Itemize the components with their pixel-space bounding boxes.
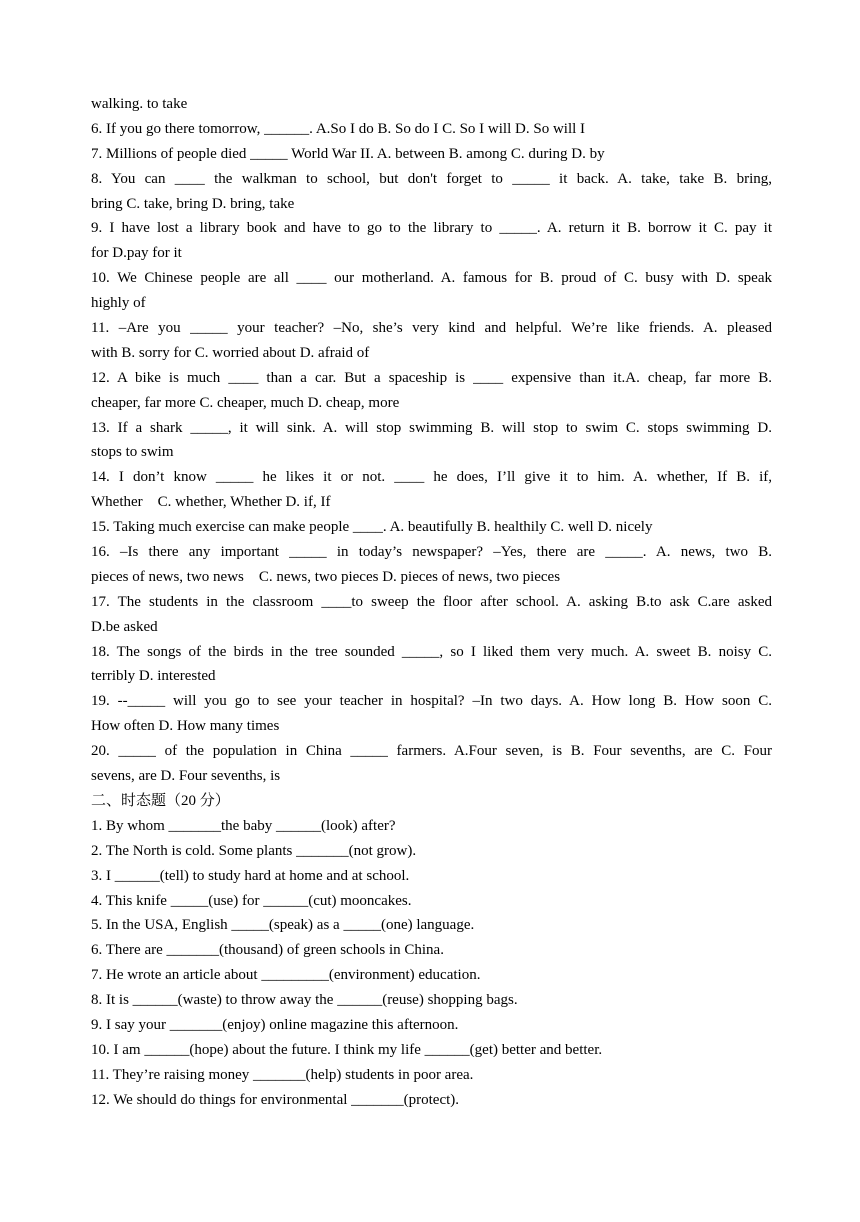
text-line: 11. They’re raising money _______(help) students in poor area. xyxy=(91,1066,474,1083)
text-line: cheaper, far more C. cheaper, much D. cheap, more xyxy=(91,394,400,411)
text-line: 12. A bike is much ____ than a car. But a spaceship is ____ expensive than it.A. cheap, far more B. xyxy=(91,369,772,386)
text-line: How often D. How many times xyxy=(91,718,280,735)
text-line: 6. There are _______(thousand) of green schools in China. xyxy=(91,942,444,959)
text-line: Whether C. whether, Whether D. if, If xyxy=(91,494,331,511)
text-line: with B. sorry for C. worried about D. afraid of xyxy=(91,344,370,361)
text-line: 8. You can ____ the walkman to school, but don't forget to _____ it back. A. take, take B. bring, xyxy=(91,170,772,187)
text-line: 1. By whom _______the baby ______(look) after? xyxy=(91,817,396,834)
text-line: bring C. take, bring D. bring, take xyxy=(91,195,295,212)
text-line: 18. The songs of the birds in the tree sounded _____, so I liked them very much. A. sweet B. noisy C. xyxy=(91,643,772,660)
text-line: 7. He wrote an article about _________(environment) education. xyxy=(91,967,481,984)
text-line: terribly D. interested xyxy=(91,668,216,685)
text-line: sevens, are D. Four sevenths, is xyxy=(91,768,281,785)
text-line: stops to swim xyxy=(91,444,174,461)
text-line: 11. –Are you _____ your teacher? –No, she’s very kind and helpful. We’re like friends. A. pleased xyxy=(91,320,772,337)
text-line: 14. I don’t know _____ he likes it or not. ____ he does, I’ll give it to him. A. whether, If B. if, xyxy=(91,469,772,486)
text-line: highly of xyxy=(91,295,146,312)
text-line: D.be asked xyxy=(91,618,158,635)
text-line: walking. to take xyxy=(91,96,188,112)
text-line: 19. --_____ will you go to see your teacher in hospital? –In two days. A. How long B. How soon C. xyxy=(91,693,772,710)
text-line: 8. It is ______(waste) to throw away the ______(reuse) shopping bags. xyxy=(91,992,518,1009)
text-line: 17. The students in the classroom ____to sweep the floor after school. A. asking B.to ask C.are asked xyxy=(91,593,772,610)
text-line: 9. I have lost a library book and have to go to the library to _____. A. return it B. borrow it C. pay it xyxy=(91,220,772,237)
section-heading: 二、时态题（20 分） xyxy=(91,792,230,809)
text-line: 6. If you go there tomorrow, ______. A.So I do B. So do I C. So I will D. So will I xyxy=(91,120,586,137)
text-line: 13. If a shark _____, it will sink. A. will stop swimming B. will stop to swim C. stops swimming D. xyxy=(91,419,772,436)
text-line: pieces of news, two news C. news, two pieces D. pieces of news, two pieces xyxy=(91,568,561,585)
text-line: 9. I say your _______(enjoy) online magazine this afternoon. xyxy=(91,1016,459,1033)
text-line: 12. We should do things for environmental _______(protect). xyxy=(91,1091,460,1108)
text-line: 3. I ______(tell) to study hard at home and at school. xyxy=(91,867,410,884)
text-line: 2. The North is cold. Some plants _______(not grow). xyxy=(91,842,417,859)
text-line: 4. This knife _____(use) for ______(cut) mooncakes. xyxy=(91,892,412,909)
text-line: 10. We Chinese people are all ____ our motherland. A. famous for B. proud of C. busy with D. speak xyxy=(91,270,772,287)
text-line: for D.pay for it xyxy=(91,245,182,262)
text-line: 10. I am ______(hope) about the future. I think my life ______(get) better and better. xyxy=(91,1041,603,1058)
text-line: 5. In the USA, English _____(speak) as a _____(one) language. xyxy=(91,917,475,934)
text-line: 15. Taking much exercise can make people ____. A. beautifully B. healthily C. well D. nicely xyxy=(91,519,653,536)
text-line: 20. _____ of the population in China _____ farmers. A.Four seven, is B. Four sevenths, are C. Four xyxy=(91,743,772,760)
text-line: 16. –Is there any important _____ in today’s newspaper? –Yes, there are _____. A. news, two B. xyxy=(91,544,772,561)
text-line: 7. Millions of people died _____ World War II. A. between B. among C. during D. by xyxy=(91,145,605,162)
